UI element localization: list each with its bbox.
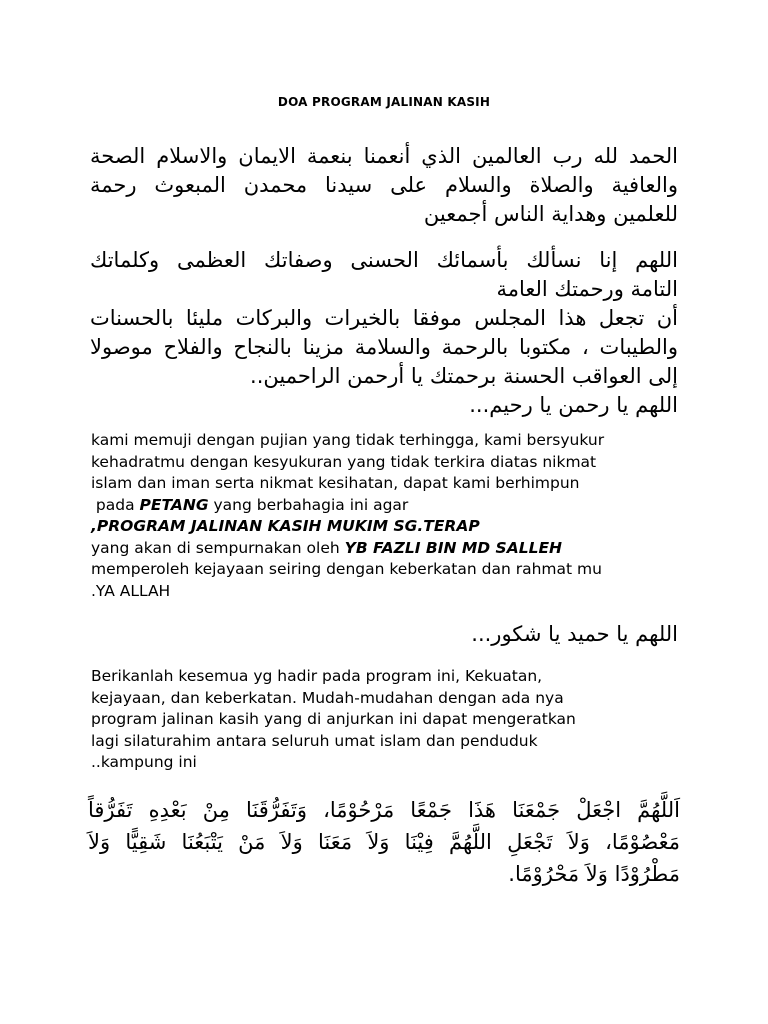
malay-line xyxy=(91,495,691,517)
arabic-praise-line: اللهم يا حميد يا شكور... xyxy=(471,622,678,646)
malay-line: kejayaan, dan keberkatan. Mudah-mudahan dengan ada nya xyxy=(91,688,564,707)
arabic-opening-praise xyxy=(90,142,678,229)
arabic-prayer-line: والطيبات ، مكتوبا بالرحمة والسلامة مزينا بالنجاح والفلاح موصولا xyxy=(90,335,678,359)
arabic-closing-line: مَطْرُوْدًا وَلاَ مَحْرُوْمًا. xyxy=(508,862,680,886)
malay-line: kehadratmu dengan kesyukuran yang tidak terkira diatas nikmat xyxy=(91,452,597,471)
malay-line: islam dan iman serta nikmat kesihatan, dapat kami berhimpun xyxy=(91,474,580,492)
malay-text: pada xyxy=(91,495,140,514)
arabic-prayer-line: اللهم إنا نسألك بأسمائك الحسنى وصفاتك العظمى وكلماتك xyxy=(90,248,678,272)
malay-line: program jalinan kasih yang di anjurkan ini dapat mengeratkan xyxy=(91,710,576,728)
arabic-prayer-line: إلى العواقب الحسنة برحمتك يا أرحمن الراحمين.. xyxy=(250,364,678,388)
malay-line xyxy=(91,538,691,560)
malay-paragraph-2 xyxy=(91,666,691,774)
malay-line: memperoleh kejayaan seiring dengan keberkatan dan rahmat mu xyxy=(91,560,602,578)
arabic-opening-line: الحمد لله رب العالمين الذي أنعمنا بنعمة الايمان والاسلام الصحة xyxy=(90,144,678,168)
officiant-name-emphasis: YB FAZLI BIN MD SALLEH xyxy=(344,538,563,557)
arabic-prayer-line: التامة ورحمتك العامة xyxy=(496,277,678,301)
time-of-day-emphasis: PETANG xyxy=(139,495,209,514)
malay-line: lagi silaturahim antara seluruh umat islam dan penduduk xyxy=(91,731,538,750)
arabic-prayer xyxy=(90,246,678,420)
malay-text: yang berbahagia ini agar xyxy=(208,495,409,514)
malay-text: yang akan di sempurnakan oleh xyxy=(91,538,345,557)
program-name-emphasis: ,PROGRAM JALINAN KASIH MUKIM SG.TERAP xyxy=(91,517,480,535)
malay-line: kami memuji dengan pujian yang tidak terhingga, kami bersyukur xyxy=(91,431,605,449)
arabic-closing-prayer xyxy=(88,794,680,890)
arabic-closing-line: مَعْصُوْمًا، وَلاَ تَجْعَلِ اللَّهُمَّ فِيْنَا وَلاَ مَعَنَا وَلاَ مَنْ يَتْبَعُنَا شَقِيًّا وَلاَ xyxy=(88,830,680,854)
malay-line: Berikanlah kesemua yg hadir pada program ini, Kekuatan, xyxy=(91,667,543,685)
arabic-opening-line: للعلمين وهداية الناس أجمعين xyxy=(423,202,678,226)
arabic-prayer-line: أن تجعل هذا المجلس موفقا بالخيرات والبركات مليئا بالحسنات xyxy=(90,306,678,330)
arabic-opening-line: والعافية والصلاة والسلام على سيدنا محمدن المبعوث رحمة xyxy=(90,173,678,197)
malay-line: ..kampung ini xyxy=(91,753,197,771)
malay-line: .YA ALLAH xyxy=(91,581,171,600)
document-title: DOA PROGRAM JALINAN KASIH xyxy=(277,95,491,109)
malay-paragraph-1 xyxy=(91,430,691,602)
arabic-praise xyxy=(90,620,678,649)
arabic-closing-line: اَللَّهُمَّ اجْعَلْ جَمْعَنَا هَذَا جَمْعًا مَرْحُوْمًا، وَتَفَرُّقَنَا مِنْ بَعْدِهِ تَفَرُّقاً xyxy=(88,798,680,822)
arabic-prayer-line: اللهم يا رحمن يا رحيم... xyxy=(469,393,678,417)
